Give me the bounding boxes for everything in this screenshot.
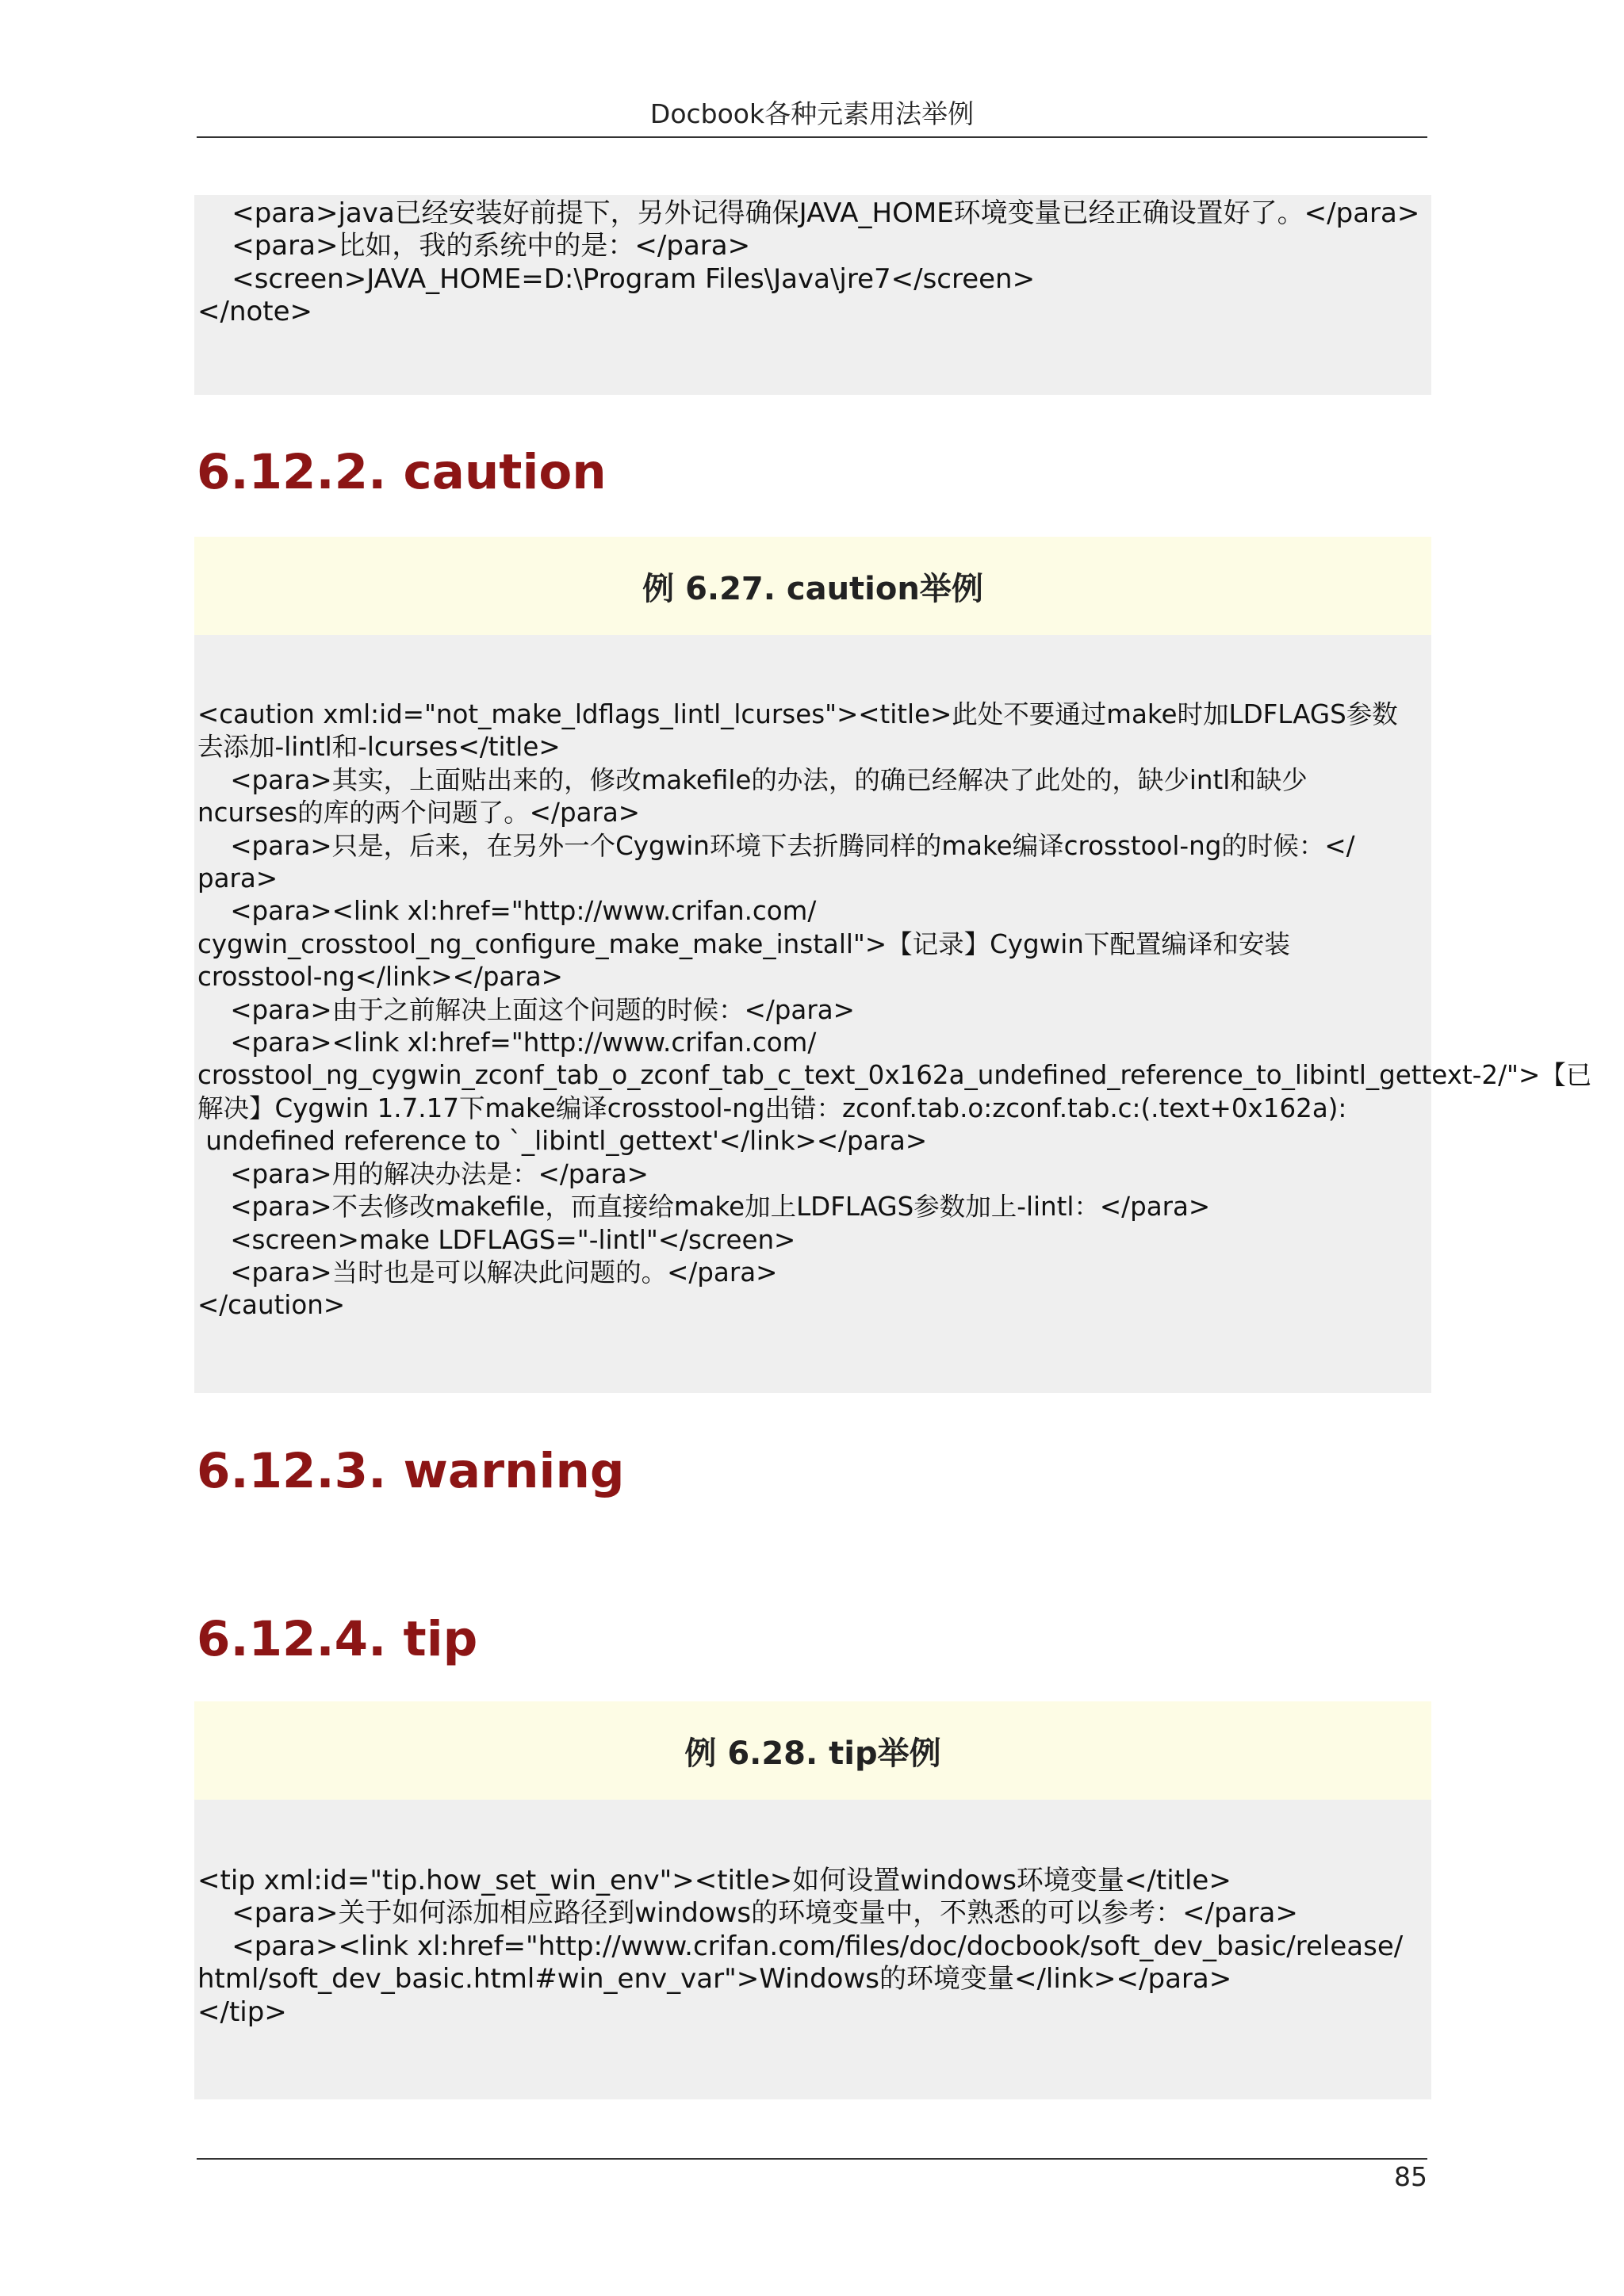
caution-example-title-bar	[194, 537, 1431, 635]
header-rule	[197, 136, 1427, 138]
tip-example-title-bar	[194, 1701, 1431, 1800]
section-heading-caution: 6.12.2. caution	[197, 444, 607, 500]
footer-rule	[197, 2158, 1427, 2160]
tip-code-text: <tip xml:id="tip.how_set_win_env"><title>如何设置windows环境变量</title> <para>关于如何添加相应路径到windows的环境变量中，不熟悉的可以参考：</para> <para><link xl:href="http://www.crifan.com/files/doc/docbook/soft_dev_basic/release/ html/soft_dev_basic.html#win_env_var">Windows的环境变量</link></para> </tip>	[197, 1865, 1404, 2028]
running-header: Docbook各种元素用法举例	[649, 98, 975, 129]
caution-code-text: <caution xml:id="not_make_ldflags_lintl_lcurses"><title>此处不要通过make时加LDFLAGS参数 去添加-lintl和-lcurses</title> <para>其实，上面贴出来的，修改makefile的办法，的确已经解决了此处的，缺少intl和缺少 ncurses的库的两个问题了。</para> <para>只是，后来，在另外一个Cygwin环境下去折腾同样的make编译crosstool-ng的时候：</ para> <para><link xl:href="http://www.crifan.com/ cygwin_crosstool_ng_configure_make_make_install">【记录】Cygwin下配置编译和安装 crosstool-ng</link></para> <para>由于之前解决上面这个问题的时候：</para> <para><link xl:href="http://www.crifan.com/ crosstool_ng_cygwin_zconf_tab_o_zconf_tab_c_text_0x162a_undefined_reference_to_libintl_gettext-2/">【已 解决】Cygwin 1.7.17下make编译crosstool-ng出错：zconf.tab.o:zconf.tab.c:(.text+0x162a): undefined reference to `_libintl_gettext'</link></para> <para>用的解决办法是：</para> <para>不去修改makefile，而直接给make加上LDFLAGS参数加上-lintl：</para> <screen>make LDFLAGS="-lintl"</screen> <para>当时也是可以解决此问题的。</para> </caution>	[197, 699, 1592, 1321]
note-code-text: <para>java已经安装好前提下，另外记得确保JAVA_HOME环境变量已经正确设置好了。</para> <para>比如，我的系统中的是：</para> <screen>JAVA_HOME=D:\Program Files\Java\jre7</screen> </note>	[197, 197, 1420, 328]
tip-code-block	[194, 1800, 1431, 2099]
section-heading-tip: 6.12.4. tip	[197, 1611, 478, 1667]
page-number: 85	[1394, 2161, 1427, 2192]
caution-code-block	[194, 635, 1592, 1393]
section-heading-warning: 6.12.3. warning	[197, 1443, 625, 1499]
note-code-block	[194, 195, 1431, 395]
tip-example-title: 例 6.28. tip举例	[684, 1735, 941, 1772]
caution-example-title: 例 6.27. caution举例	[642, 570, 983, 607]
